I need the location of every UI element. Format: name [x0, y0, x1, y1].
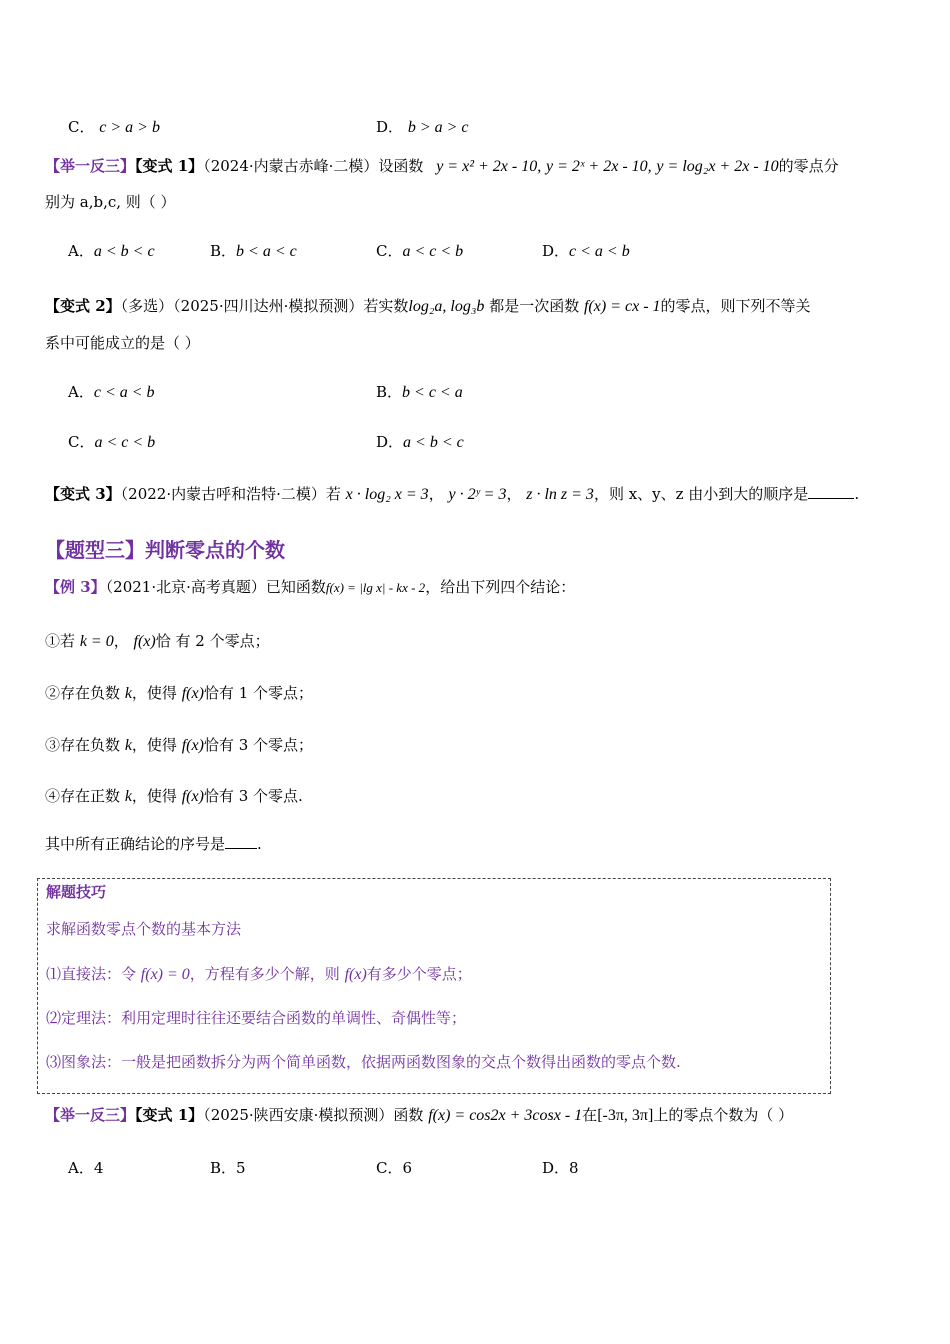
- variant-label: 【变式 1】: [135, 157, 204, 175]
- function-2: y = 2ˣ + 2x - 10,: [546, 158, 652, 175]
- conclusion-math: k: [124, 788, 132, 805]
- conclusion-number: ③: [45, 736, 61, 754]
- variant1-option-a: [68, 240, 155, 263]
- tip-text: ，方程有多少个解，则: [189, 965, 340, 983]
- option-expr: 8: [569, 1159, 579, 1177]
- variant1-option-d: [542, 240, 630, 263]
- option-expr: 5: [236, 1159, 246, 1177]
- option-expr: a < c < b: [94, 434, 156, 451]
- conclusion-mid: ，使得: [131, 787, 177, 805]
- variant2-stem: [45, 295, 811, 318]
- variant-label: 【变式 3】: [45, 485, 121, 503]
- option-label: A．: [68, 242, 94, 260]
- variant2-option-d: [376, 431, 464, 454]
- conclusion-math: k = 0: [79, 633, 114, 650]
- conclusion-1: [45, 630, 270, 653]
- tip-direct-method: [46, 963, 472, 986]
- conclusion-post: 恰有 1 个零点；: [203, 684, 314, 702]
- conclusion-post: 恰 有 2 个零点；: [155, 632, 270, 650]
- option-label: B．: [210, 242, 237, 260]
- example-function: f(x) = |lg x| - kx - 2: [325, 580, 426, 595]
- variant1-stem-line2: [45, 191, 176, 213]
- option-label: B．: [376, 383, 403, 401]
- variant4-option-a: [68, 1157, 103, 1179]
- trig-function: f(x) = cos2x + 3cosx - 1: [428, 1107, 583, 1124]
- equation-1: x · log₂ x = 3: [345, 486, 429, 503]
- interval: [-3π, 3π]: [597, 1107, 654, 1124]
- conclusion-3: [45, 734, 313, 757]
- option-expr: a < b < c: [93, 243, 155, 260]
- stem-line2: 别为 a,b,c, 则（ ）: [45, 193, 176, 211]
- log-values: log₂a, log₃b: [408, 298, 485, 315]
- option-expr: b < c < a: [402, 384, 463, 401]
- conclusion-fx: f(x): [181, 788, 204, 805]
- question-text: 其中所有正确结论的序号是: [45, 835, 226, 853]
- stem-tail: 的零点，则下列不等关: [660, 297, 811, 315]
- conclusion-number: ②: [45, 684, 61, 702]
- tips-title: 解题技巧: [46, 883, 107, 901]
- option-label: D．: [542, 1159, 570, 1177]
- conclusion-pre: 存在负数: [60, 736, 121, 754]
- conclusion-mid: ，使得: [131, 736, 177, 754]
- option-label: D．: [542, 242, 570, 260]
- option-expr: a < c < b: [402, 243, 464, 260]
- variant1-stem: [45, 155, 839, 178]
- example-source: （2021·北京·高考真题）已知函数: [105, 578, 326, 596]
- option-label: C．: [68, 118, 95, 136]
- variant4-option-c: [376, 1157, 412, 1179]
- tip-math: f(x) = 0: [140, 966, 190, 983]
- stem-tail: ，则 x、y、z 由小到大的顺序是: [593, 485, 809, 503]
- conclusion-pre: 存在负数: [60, 684, 121, 702]
- tip-text: ⑴直接法：令: [46, 965, 137, 983]
- example-label: 【例 3】: [45, 578, 106, 596]
- tips-subtitle: 求解函数零点个数的基本方法: [46, 920, 242, 938]
- variant-source: （2022·内蒙古呼和浩特·二模）若: [120, 485, 341, 503]
- variant1-option-b: [210, 240, 297, 263]
- option-expr: c < a < b: [569, 243, 630, 260]
- option-expr: b > a > c: [407, 119, 469, 136]
- variant-source: （2024·内蒙古赤峰·二模）设函数: [203, 157, 424, 175]
- linear-function: f(x) = cx - 1: [583, 298, 661, 315]
- tips-box: [37, 878, 831, 1094]
- option-expr: a < b < c: [403, 434, 464, 451]
- variant-label: 【变式 2】: [45, 297, 121, 315]
- option-label: C．: [376, 242, 403, 260]
- option-expr: b < a < c: [236, 243, 297, 260]
- conclusion-pre: 存在正数: [60, 787, 121, 805]
- stem-tail: 上的零点个数为（ ）: [653, 1106, 794, 1124]
- conclusion-math: k: [124, 737, 132, 754]
- stem-mid: 在: [582, 1106, 598, 1124]
- option-c: [68, 116, 160, 139]
- equation-3: z · ln z = 3: [526, 486, 594, 503]
- conclusion-number: ①: [45, 632, 61, 650]
- answer-blank[interactable]: [225, 834, 257, 849]
- variant-label: 【变式 1】: [135, 1106, 204, 1124]
- conclusion-2: [45, 682, 313, 705]
- option-d: [376, 116, 469, 139]
- variant2-option-b: [376, 381, 463, 404]
- variant4-option-b: [210, 1157, 246, 1179]
- variant4-option-d: [542, 1157, 579, 1179]
- variant2-option-a: [68, 381, 155, 404]
- function-3: y = log₂x + 2x - 10: [656, 158, 779, 175]
- tip-text: 有多少个零点；: [366, 965, 472, 983]
- example3-stem: [45, 576, 575, 599]
- option-label: B．: [210, 1159, 237, 1177]
- option-label: A．: [68, 383, 94, 401]
- variant3-stem: 【变式 3】（2022·内蒙古呼和浩特·二模）若 x · log₂ x = 3， y · 2ʸ = 3， z · ln z = 3，则 x、y、z 由小到大的顺序是 .: [45, 485, 860, 503]
- section-title: 【题型三】判断零点的个数: [45, 538, 285, 562]
- conclusion-math: k: [124, 685, 132, 702]
- variant2-option-c: [68, 431, 155, 454]
- conclusion-fx: f(x): [181, 685, 204, 702]
- option-label: A．: [68, 1159, 94, 1177]
- variant2-stem-line2: [45, 332, 200, 354]
- conclusion-number: ④: [45, 787, 61, 805]
- variant-source: （多选）（2025·四川达州·模拟预测）若实数: [120, 297, 409, 315]
- option-label: D．: [376, 433, 404, 451]
- conclusion-post: 恰有 3 个零点；: [203, 736, 314, 754]
- example3-question: 其中所有正确结论的序号是 .: [45, 835, 262, 853]
- conclusion-mid: ，使得: [131, 684, 177, 702]
- function-1: y = x² + 2x - 10,: [436, 158, 542, 175]
- tip-theorem-method: ⑵定理法：利用定理时往往还要结合函数的单调性、奇偶性等；: [46, 1009, 467, 1027]
- option-expr: c > a > b: [99, 119, 160, 136]
- conclusion-4: [45, 785, 303, 808]
- option-label: D．: [376, 118, 404, 136]
- stem-line2: 系中可能成立的是（ ）: [45, 334, 200, 352]
- stem-tail: ，给出下列四个结论：: [425, 578, 576, 596]
- variant1-option-c: [376, 240, 463, 263]
- conclusion-post: 恰有 3 个零点.: [203, 787, 303, 805]
- practice-tag: 【举一反三】: [45, 1106, 136, 1124]
- tip-graph-method: ⑶图象法：一般是把函数拆分为两个简单函数，依据两函数图象的交点个数得出函数的零点个数.: [46, 1053, 681, 1071]
- option-label: C．: [376, 1159, 403, 1177]
- equation-2: y · 2ʸ = 3: [448, 486, 507, 503]
- answer-blank[interactable]: [808, 484, 854, 499]
- variant-source: （2025·陕西安康·模拟预测）函数: [203, 1106, 424, 1124]
- tip-math: f(x): [344, 966, 367, 983]
- stem-mid: 都是一次函数: [489, 297, 580, 315]
- stem-tail: 的零点分: [778, 157, 839, 175]
- option-label: C．: [68, 433, 95, 451]
- practice-tag: 【举一反三】: [45, 157, 136, 175]
- option-expr: 4: [93, 1159, 104, 1177]
- conclusion-pre: 若: [60, 632, 76, 650]
- variant4-stem: [45, 1104, 793, 1127]
- option-expr: c < a < b: [93, 384, 155, 401]
- conclusion-fx: f(x): [133, 633, 156, 650]
- conclusion-fx: f(x): [181, 737, 204, 754]
- conclusion-mid: ，: [113, 632, 129, 650]
- option-expr: 6: [402, 1159, 413, 1177]
